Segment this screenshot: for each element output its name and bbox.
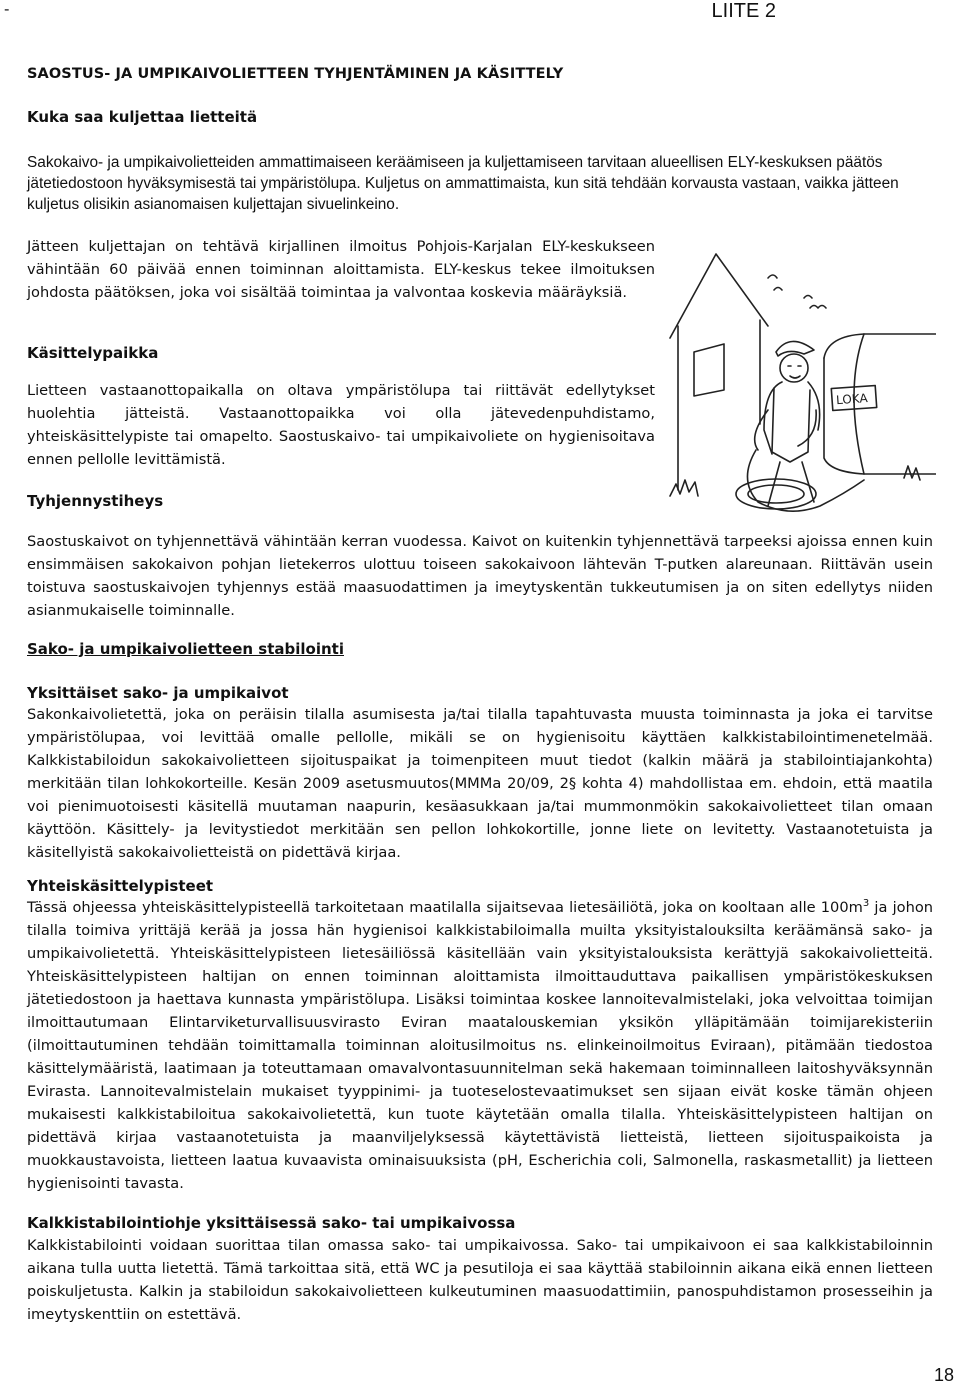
header-dash: -: [4, 0, 10, 18]
heading-kasittelypaikka: Käsittelypaikka: [27, 344, 159, 362]
paragraph-kalkkistabilointiohje: Kalkkistabilointi voidaan suorittaa tilan omassa sako- tai umpikaivossa. Sako- tai umpikaivoon ei saa kalkkistabiloinnin aikana tulla uutta lietettä. Tämä tarkoittaa sitä, että WC ja pesutiloja ei saa käyttää stabiloinnin aikana eikä ennen lietteen poiskuljetusta. Kalkin ja stabiloidun sakokaivolietteen kulkeutuminen maasuodattimiin, panospuhdistamon prosesseihin ja imeytyskenttiin on estettävä.: [27, 1237, 933, 1323]
appendix-label: LIITE 2: [711, 0, 776, 22]
heading-yhteiskasittely: Yhteiskäsittelypisteet: [27, 877, 214, 895]
heading-kalkkistabilointiohje: Kalkkistabilointiohje yksittäisessä sako- tai umpikaivossa: [27, 1214, 516, 1232]
paragraph-tyhjennystiheys: Saostuskaivot on tyhjennettävä vähintään kerran vuodessa. Kaivot on kuitenkin tyhjennettävä tarpeeksi ajoissa ennen kuin ensimmäisen sakokaivon pohjan lietekerros ulottuu toiseen sakokaivoon lähtevän T-putken alareunaan. Riittävän usein toistuva saostuskaivojen tyhjennys estää maasuodattimen ja imeytyskentän tukkeutumisen ja on siten edellytys niiden asianmukaiselle toiminnalle.: [27, 533, 933, 619]
heading-stabilointi: Sako- ja umpikaivolietteen stabilointi: [27, 640, 344, 658]
truck-loka-label: LOKA: [835, 391, 869, 408]
heading-yksittaiset: Yksittäiset sako- ja umpikaivot: [27, 684, 289, 702]
paragraph-yhteiskasittely: Tässä ohjeessa yhteiskäsittelypisteellä tarkoitetaan maatilalla sijaitsevaa lietesäiliötä, joka on kooltaan alle $100m^3$ ja johon tilalla toimiva yrittäjä kerää ja jossa hän hygienisoi kalkkistabiloimalla muilta yksityistalouksilta keräämänsä sako- ja umpikaivolietettä. Yhteiskäsittelypisteen lietesäiliössä käsitellään vain yksityistalouksista kerättyjä sakokaivolietteitä. Yhteiskäsittelypisteen haltijan on ennen toiminnan aloittamista ilmoittauduttava paikallisen ympäristökeskuksen jätetiedostoon ja haettava kunnasta ympäristölupa. Lisäksi toimintaa koskee lannoitevalmistelaki, joka velvoittaa toimijan ilmoittautumaan Elintarviketurvallisuusvirasto Eviran maatalouskemian yksikön ylläpitämään toimijarekisteriin (ilmoittautuminen tehdään toimittamalla toiminnan aloitusilmoitus ns. elinkeinoilmoitus Eviraan), pitämään tiedostoa käsittelymääristä, laatimaan ja toteuttamaan omavalvontasuunnitelman sekä hakemaan toiminnalleen laitoshyväksynnän Evirasta. Lannoitevalmistelain mukaiset tyyppinimi- ja tuoteselostevaatimukset sen sijaan eivät koske tämän ohjeen mukaisesti kalkkistabiloitua sakokaivolietettä, kun tuote käytetään omalla tilalla. Yhteiskäsittelypisteen haltijan on pidettävä kirjaa vastaanotetuista ja maanviljelyksessä käytettävistä lietteistä, lietteen sijoituspaikoista ja muokkaustavoista, lietteen laatua kuvaavista ominaisuuksista (pH, Escherichia coli, Salmonella, raskasmetallit) ja lietteen hygienisointi tavasta.: [27, 898, 933, 1192]
paragraph-yksittaiset: Sakonkaivolietettä, joka on peräisin tilalla asumisesta ja/tai tilalla tapahtuvasta muusta toiminnasta ja joka ei tarvitse ympäristölupaa, voi levittää omalle pellolle, mikäli se on hygienisoitu käyttäen kalkkistabilointimenetelmää. Kalkkistabiloidun sakokaivolietteen sijoituspaikat ja toimenpiteen muut tiedot (kalkin määrä ja stabilointiajankohta) merkitään tilan lohkokorteille. Kesän 2009 asetusmuutos(MMMa 20/09, 2§ kohta 4) mahdollistaa em. ehdoin, että maatila voi pienimuotoisesti käsitellä muutaman naapurin, kesäasukkaan ja/tai mummonmökin sakokaivolietteet tilan omaan käyttöön. Käsittely- ja levitystiedot merkitään sen pellon lohkokortille, jonne liete on levitetty. Vastaanotetuista ja käsitellyistä sakokaivolietteistä on pidettävä kirjaa.: [27, 706, 933, 861]
paragraph-ilmoitus: Jätteen kuljettajan on tehtävä kirjallinen ilmoitus Pohjois-Karjalan ELY-keskukseen vähintään 60 päivää ennen toiminnan aloittamista. ELY-keskus tekee ilmoituksen johdosta päätöksen, joka voi sisältää toimintaa ja valvontaa koskevia määräyksiä.: [27, 238, 655, 301]
paragraph-kasittelypaikka: Lietteen vastaanottopaikalla on oltava ympäristölupa tai riittävät edellytykset huolehtia jätteistä. Vastaanottopaikka voi olla jätevedenpuhdistamo, yhteiskäsittelypiste tai omapelto. Saostuskaivo- tai umpikaivoliete on hygienisoitava ennen pellolle levittämistä.: [27, 382, 655, 468]
paragraph-kuka: Sakokaivo- ja umpikaivolietteiden ammattimaiseen keräämiseen ja kuljettamiseen tarvitaan alueellisen ELY-keskuksen päätös jätetiedostoon hyväksymisestä tai ympäristölupa. Kuljetus on ammattimaista, kun sitä tehdään korvausta vastaan, vaikka jätteen kuljetus olisikin asianomaisen kuljettajan sivuelinkeino.: [27, 154, 899, 213]
superscript-3: 3: [862, 898, 870, 910]
heading-kuka: Kuka saa kuljettaa lietteitä: [27, 108, 258, 126]
page-number: 18: [933, 1365, 954, 1385]
sludge-truck-illustration: [668, 240, 936, 520]
heading-tyhjennystiheys: Tyhjennystiheys: [27, 492, 164, 510]
document-title: SAOSTUS- JA UMPIKAIVOLIETTEEN TYHJENTÄMINEN JA KÄSITTELY: [27, 66, 564, 82]
